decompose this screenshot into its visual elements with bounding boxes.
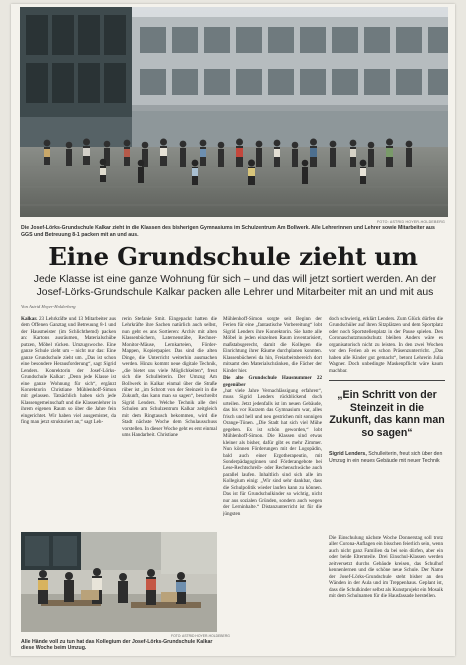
bottom-photo-credit: FOTO: ASTRID HOYER-HOLDEBERG	[171, 634, 230, 638]
deck: Jede Klasse ist eine ganze Wohnung für sich – und das will jetzt sortiert werden. An der Josef-Lörks-Grundschule Kalkar packen alle Lehrer und Mitarbeiter mit an und mit aus	[33, 274, 437, 298]
pull-quote	[329, 380, 445, 531]
dateline: Kalkar.	[21, 316, 38, 322]
column-4-top-text: doch schwierig, erklärt Lenders. Zum Glück dürfen die Grundschüler auf ihren Sitzplätzen und dem Sportplatz oder noch Sportstellenplatz in der Pause spielen. Den Coronaschutzmundschutz bleiben Anders wäre es organisatorisch nicht zu leisten. In den zwei Wochen vor den Ferien ab es schon Präsenzunterricht. „Das haben alle Kinder gut gemacht“, betont Lehrerin Julia Wagner. Doch unbedingte Maskenpflicht wäre kaum machbar.	[329, 316, 443, 374]
bottom-photo	[21, 532, 217, 632]
pull-quote-role: Schulleiterin, freut sich über den Umzug in ein neues Gebäude mit neuer Technik	[329, 451, 443, 464]
column-3-text-2: „hat viele Jahre Vernachlässigung erfahren“, muss Sigrid Lenders rückblickend doch urteilen. Jetzt jedenfalls ist im neuen Gebäude, das bis vor Kurzem das Gymnasium war, alles frisch und hell und neu gestrichen mit sonnigen Orange-Tönen. „Die Stadt hat sich viel Mühe gegeben. Es ist schön geworden,“ lobt Mühlenhoff-Simon. Die Klassen sind etwas kleiner als bisher, dafür gibt es mehr Zimmer. Nun können Förderungen mit der Logopädin, bald auch einer Ergotherapeutin, mit Sonderpädagoginnen und Förderangebote bei Lese-Rechtschreib- oder Rechenschwäche auch parallel laufen. Inhaltlich sind sich alle im Kollegium einig: „Wir sind sehr dankbar, dass die Schulpolitik wieder laufen kann zu können. Das ist für Grundschulkinder so wichtig, nicht nur aus sozialen Gründen, sondern auch wegen der Lerninhalte.“ Distanzunterricht ist für die jüngsten	[223, 387, 322, 517]
pull-quote-attribution	[329, 451, 443, 464]
author-byline: Von Astrid Hoyer-Holderberg	[21, 304, 76, 309]
column-2-text: rerin Stefanie Smit. Eingepackt hatten die Lehrkräfte ihre Sachen natürlich auch selbst, nun geht es ans Sortieren: Archiv mit alten Klassenbüchern, Laternenstäbe, Rechner-Monitor-Mäuse, Lernkarteien, Förder-Mappen, Kopierpapier. Das sind die alten Dinge, die Unterricht weiterhin ausmachen werden. Hinzu kommt neue digitale Technik, „die bietet uns viele Möglichkeiten“, freut sich die Schulleiterin. Der Umzug Am Bollwerk in Kalkar einmal über die Straße rüber ist „im Schrott von der Steinzeit in die Zukunft, das kann man so sagen“, beschreibt Sigrid Lenders. Welche Technik alle drei Schulen am Schulzentrum Kalkar zeitgleich mit dem Ringtausch bekommen, wird die Stadt nächste Woche dem Schulausschuss vorstellen. In dieser Woche geht es erst einmal ums Handarbeit. Christiane	[122, 316, 217, 439]
bottom-photo-caption	[21, 639, 219, 652]
newspaper-page	[11, 4, 455, 656]
article-column-4-top	[329, 316, 443, 376]
photo-caption-text: Die Josef-Lörks-Grundschule Kalkar zieht in die Klassen des bisherigen Gymnasiums im Schulzentrum Am Bollwerk. Alle Lehrerinnen und Lehrer sowie Mitarbeiter aus GGS und Betreuung 8-1 packen mit an und aus.	[21, 225, 435, 238]
article-column-3	[223, 316, 322, 653]
pull-quote-name: Sigrid Lenders,	[329, 451, 367, 457]
article-column-4-bottom	[329, 535, 443, 655]
headline: Eine Grundschule zieht um	[48, 242, 418, 271]
column-3-text: Mühlenhoff-Simon sorgte seit Beginn der Ferien für eine „fantastische Vorbereitung“ lobt Sigrid Lenders ihre Konrektorin. Sie hatte alle Möbel in jeden einzelnen Raum inventarisiert, maßstabsgerecht, damit die Kollegen die Einrichtung ihrer Räume durchplanen konnten. Klassenbücherei da hin, Freiarbeitsbereich dort mitsamt den Materialschränken, die Fächer der Kinder hier.	[223, 316, 322, 374]
school-building-photo	[20, 7, 448, 217]
photo-caption	[21, 225, 447, 238]
column-1-text: 23 Lehrkräfte und 13 Mitarbeiter aus dem Offenen Ganztag und Betreuung 8-1 und der Hausmeister (im Schlichthemd) packen an: Kartons ausräumen, Materialschübe putzen, Möbel rücken. Umzugswoche. Eine ganze Schule zieht um – nicht nur das: Eine ganze Grundschule zieht um. „Das ist schon eine besondere Herausforderung“, sagt Sigrid Lenders. Konrektorin der Josef-Lörks-Grundschule Kalkar: „Denn jede Klasse ist eine ganze Wohnung für sich“, ergänzt Konrektorin Christiane Mühlenhoff-Simon mit gelassen. Tatsächlich haben sich jede Klassengemeinschaft und die Klassenlehrer in ihrem eigenen Raum so über die Jahre fein eingerichtet. Wir haben viel ausgemistet, da fing man jetzt strukturiert an,“ sagt Leh-	[21, 316, 116, 426]
staff-photo	[21, 532, 217, 632]
column-3-subhead: Die alte Grundschule Hausnummer 22 gegenüber	[223, 375, 322, 388]
bottom-photo-caption-text: Alle Hände voll zu tun hat das Kollegium der Josef-Lörks-Grundschule Kalkar diese Woche beim Umzug.	[21, 639, 213, 652]
column-4-bottom-text: Die Einschulung nächste Woche Donnerstag soll trotz aller Corona-Auflagen ein bisschen feierlich sein, wenn auch nicht ganz Familien da bei sein dürfen, aber ein oder beide Elternteile. Drei Einschul-Klassen werden zeitversetzt durchs Gebäude kreisen, das Schulhof kennenlernen und die schöne neue Schule. Der Name der Josef-Lörks-Grundschule steht bisher an den Wänden in der Aula und im Treppenhaus. Geplant ist, dass die Schulkinder selbst als Kunstprojekt ein Mosaik mit dem Schulnamen für die Hausfassade herstellen.	[329, 535, 443, 600]
photo-credit: FOTO: ASTRID HOYER-HOLDEBERG	[376, 220, 445, 224]
article-column-1	[21, 316, 116, 524]
top-photo	[20, 7, 448, 217]
article-column-2	[122, 316, 217, 542]
pull-quote-text: „Ein Schritt von der Steinzeit in die Zukunft, das kann man so sagen“	[329, 389, 445, 439]
